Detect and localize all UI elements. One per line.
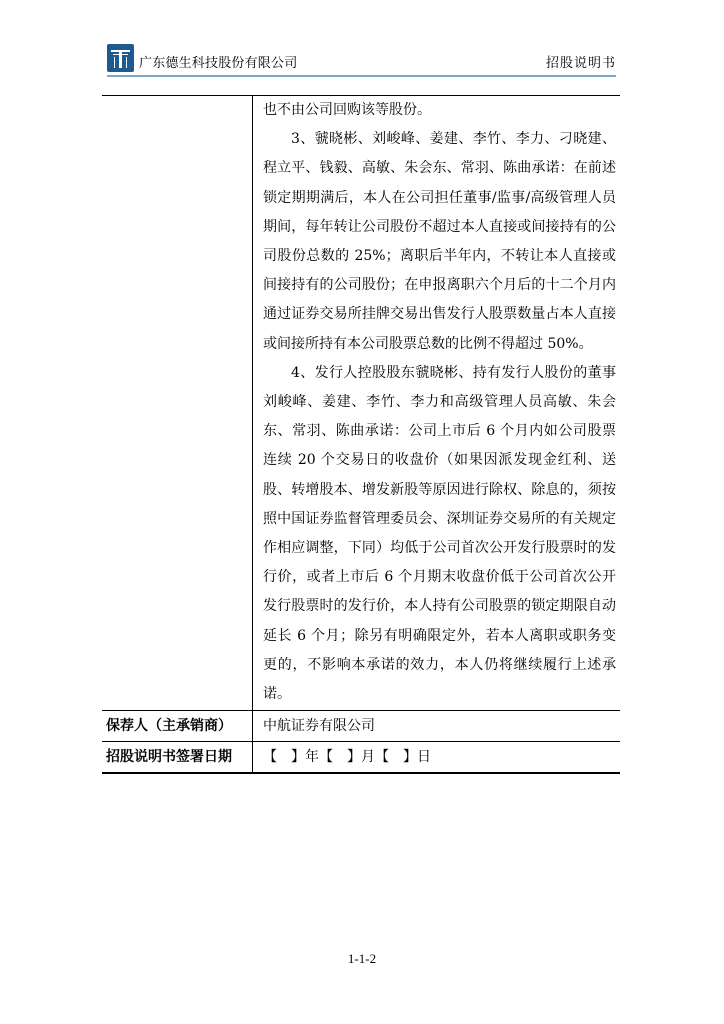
page-header: [107, 42, 616, 74]
header-rule: [107, 75, 616, 77]
signing-date-value: 【 】年【 】月【 】日: [253, 742, 621, 774]
commitments-cell: [253, 95, 621, 711]
table-row-signing-date: [102, 742, 620, 774]
commitment-3: 3、虢晓彬、刘峻峰、姜建、李竹、李力、刁晓建、程立平、钱毅、高敏、朱会东、常羽、陈曲承诺：在前述锁定期期满后，本人在公司担任董事/监事/高级管理人员期间，每年转让公司股份不超过本人直接或间接持有的公司股份总数的 25%；离职后半年内，不转让本人直接或间接持有的公司股份；在申报离职六个月后的十二个月内通过证券交易所挂牌交易出售发行人股票数量占本人直接或间接所持有本公司股票总数的比例不得超过 50%。: [263, 131, 616, 352]
sponsor-value: 中航证券有限公司: [253, 711, 621, 742]
signing-date-label: 招股说明书签署日期: [102, 742, 253, 774]
sponsor-label: 保荐人（主承销商）: [102, 711, 253, 742]
table-row-commitments: [102, 95, 620, 711]
table-row-sponsor: [102, 711, 620, 742]
prospectus-summary-table: [102, 95, 620, 774]
empty-label-cell: [102, 95, 253, 711]
document-type: 招股说明书: [545, 56, 616, 71]
commitment-4: 4、发行人控股股东虢晓彬、持有发行人股份的董事刘峻峰、姜建、李竹、李力和高级管理人员高敏、朱会东、常羽、陈曲承诺：公司上市后 6 个月内如公司股票连续 20 个交易日的收盘价（如果因派发现金红利、送股、转增股本、增发新股等原因进行除权、除息的，须按照中国证券监督管理委员会、深圳证券交易所的有关规定作相应调整，下同）均低于公司首次公开发行股票时的发行价，或者上市后 6 个月期末收盘价低于公司首次公开发行股票时的发行价，本人持有公司股票的锁定期限自动延长 6 个月；除另有明确限定外，若本人离职或职务变更的，不影响本承诺的效力，本人仍将继续履行上述承诺。: [263, 364, 616, 703]
company-name: 广东德生科技股份有限公司: [139, 56, 298, 71]
page-number: 1-1-2: [347, 951, 377, 966]
company-logo-icon: [107, 44, 134, 72]
commitment-continued: 也不由公司回购该等股份。: [263, 102, 431, 118]
